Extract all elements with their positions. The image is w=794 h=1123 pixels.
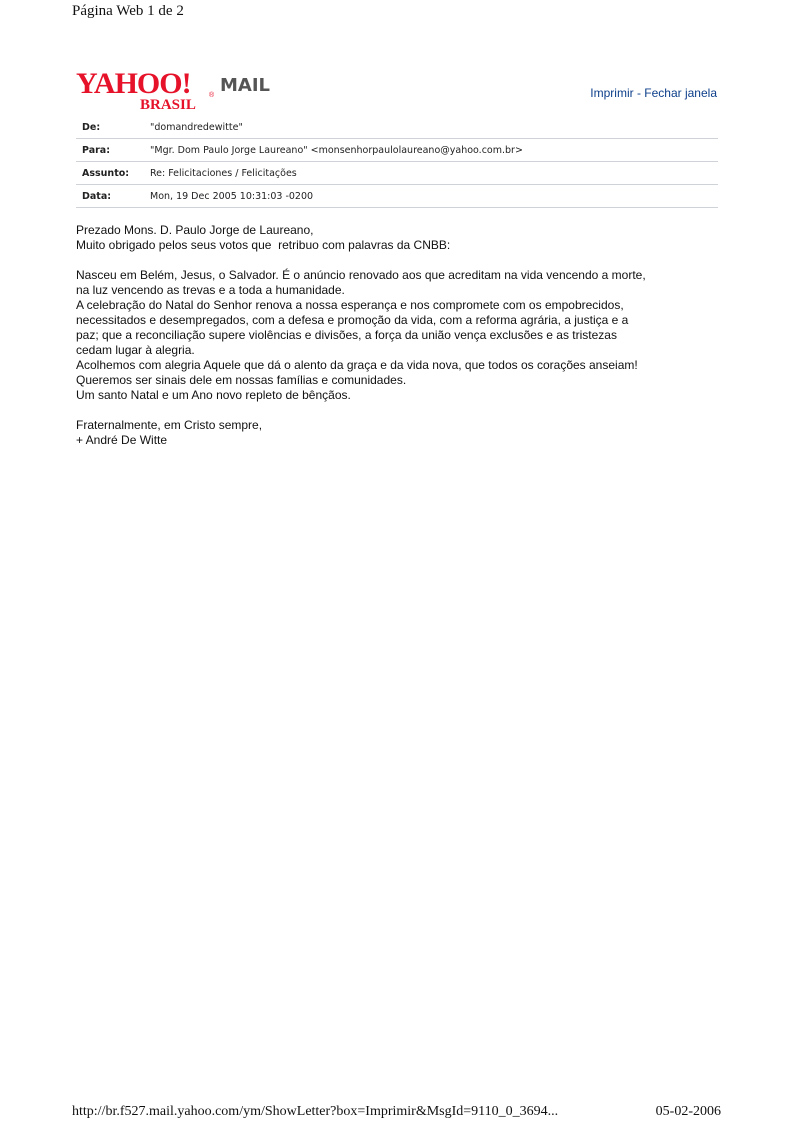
body-line: Um santo Natal e um Ano novo repleto de bênçãos. [76,388,351,402]
logo-brasil-text: BRASIL [140,97,196,111]
paragraph-spacer [76,253,726,268]
logo-mail-text: MAIL [220,75,271,96]
body-line: Muito obrigado pelos seus votos que retribuo com palavras da CNBB: [76,238,451,252]
print-footer-date: 05-02-2006 [655,1104,721,1119]
header-row-from [76,116,718,139]
header-row-subject [76,162,718,185]
body-line: cedam lugar à alegria. [76,343,195,357]
body-line: na luz vencendo as trevas e a toda a humanidade. [76,283,345,297]
header-value-date: Mon, 19 Dec 2005 10:31:03 -0200 [144,185,718,208]
body-line: A celebração do Natal do Senhor renova a nossa esperança e nos compromete com os empobrecidos, [76,298,624,312]
message-body [76,223,726,448]
body-greeting: Prezado Mons. D. Paulo Jorge de Laureano, [76,223,314,237]
body-closing: Fraternalmente, em Cristo sempre, [76,418,263,432]
body-line: Nasceu em Belém, Jesus, o Salvador. É o anúncio renovado aos que acreditam na vida vencendo a morte, [76,268,646,282]
header-label: De: [76,116,144,139]
yahoo-brasil-mail-logo [76,69,286,111]
body-line: Acolhemos com alegria Aquele que dá o alento da graça e da vida nova, que todos os corações anseiam! [76,358,638,372]
print-link[interactable]: Imprimir [590,86,634,100]
print-footer-url: http://br.f527.mail.yahoo.com/ym/ShowLetter?box=Imprimir&MsgId=9110_0_3694... [72,1104,559,1119]
body-line: paz; que a reconciliação supere violências e divisões, a força da união vença exclusões e as tristezas [76,328,617,342]
logo-registered-mark: ® [209,92,215,99]
header-value-subject: Re: Felicitaciones / Felicitações [144,162,718,185]
header-row-date [76,185,718,208]
header-value-to: "Mgr. Dom Paulo Jorge Laureano" <monsenhorpaulolaureano@yahoo.com.br> [144,139,718,162]
body-line: Queremos ser sinais dele em nossas famílias e comunidades. [76,373,407,387]
message-header-table [76,116,718,208]
print-actions [590,86,717,100]
body-signature: + André De Witte [76,433,168,447]
close-window-link[interactable]: Fechar janela [644,86,717,100]
header-label: Data: [76,185,144,208]
logo-yahoo-text: YAHOO! [76,69,191,100]
header-row-to [76,139,718,162]
print-page-header: Página Web 1 de 2 [72,3,184,19]
paragraph-spacer [76,403,726,418]
body-line: necessitados e desempregados, com a defesa e promoção da vida, com a reforma agrária, a justiça e a [76,313,629,327]
header-label: Para: [76,139,144,162]
header-value-from: "domandredewitte" [144,116,718,139]
header-label: Assunto: [76,162,144,185]
action-separator: - [633,86,645,100]
